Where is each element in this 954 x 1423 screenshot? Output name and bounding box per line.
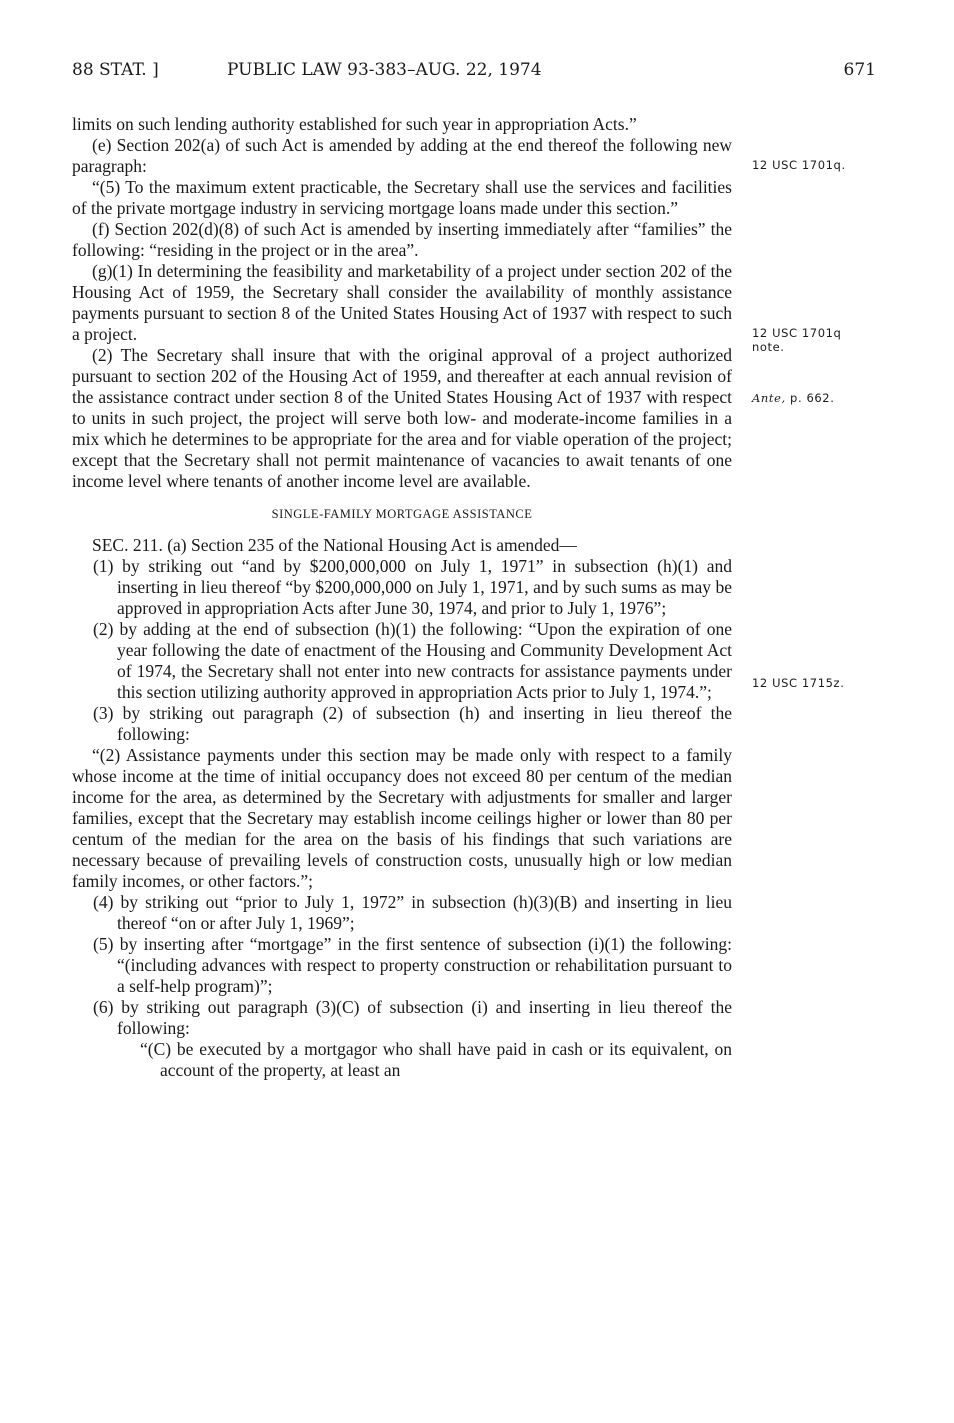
paragraph: (g)(1) In determining the feasibility and marketability of a project under section 202 of the Housing Act of 1959, the Secretary shall consider the availability of monthly assistance payments pursuant to section 8 of the United States Housing Act of 1937 with respect to such a project.	[72, 261, 732, 344]
page-number: 671	[843, 60, 876, 80]
paragraph: (e) Section 202(a) of such Act is amended by adding at the end thereof the following new paragraph:	[72, 135, 732, 176]
margin-note: 12 USC 1701q.	[752, 158, 846, 172]
paragraph: limits on such lending authority established for such year in appropriation Acts.”	[72, 114, 637, 134]
page-body	[72, 114, 732, 1081]
margin-note-italic: Ante,	[752, 391, 786, 405]
section-heading: SINGLE-FAMILY MORTGAGE ASSISTANCE	[271, 507, 533, 521]
margin-note	[752, 326, 841, 354]
paragraph: SEC. 211. (a) Section 235 of the National Housing Act is amended—	[92, 535, 577, 555]
quoted-paragraph: “(2) Assistance payments under this section may be made only with respect to a family whose income at the time of initial occupancy does not exceed 80 per centum of the median income for the area, as determined by the Secretary with adjustments for smaller and larger families, except that the Secretary may establish income ceilings higher or lower than 80 per centum of the median for the area on the basis of his findings that such variations are necessary because of prevailing levels of construction costs, unusually high or low median family incomes, or other factors.”;	[72, 745, 732, 891]
list-item: (5) by inserting after “mortgage” in the first sentence of subsection (i)(1) the following: “(including advances with respect to property construction or rehabilitation pursuant to a self-help program)”;	[93, 934, 732, 996]
paragraph: (2) The Secretary shall insure that with the original approval of a project authorized pursuant to section 202 of the Housing Act of 1959, and thereafter at each annual revision of the assistance contract under section 8 of the United States Housing Act of 1937 with respect to units in such project, the project will serve both low- and moderate-income families in a mix which he determines to be appropriate for the area and for viable operation of the project; except that the Secretary shall not permit maintenance of vacancies to await tenants of one income level where tenants of another income level are available.	[72, 345, 732, 491]
list-item: (2) by adding at the end of subsection (h)(1) the following: “Upon the expiration of one year following the date of enactment of the Housing and Community Development Act of 1974, the Secretary shall not enter into new contracts for assistance payments under this section utilizing authority approved in appropriation Acts prior to July 1, 1974.”;	[93, 619, 732, 702]
list-item: (4) by striking out “prior to July 1, 1972” in subsection (h)(3)(B) and inserting in lieu thereof “on or after July 1, 1969”;	[93, 892, 732, 933]
paragraph: “(5) To the maximum extent practicable, the Secretary shall use the services and facilities of the private mortgage industry in servicing mortgage loans made under this section.”	[72, 177, 732, 218]
statute-volume: 88 STAT. ]	[72, 60, 159, 80]
list-item: (3) by striking out paragraph (2) of subsection (h) and inserting in lieu thereof the following:	[93, 703, 732, 744]
list-item: (6) by striking out paragraph (3)(C) of subsection (i) and inserting in lieu thereof the following:	[93, 997, 732, 1038]
margin-note-line: note.	[752, 340, 785, 354]
quoted-subparagraph: “(C) be executed by a mortgagor who shall have paid in cash or its equivalent, on account of the property, at least an	[140, 1039, 732, 1080]
margin-note	[752, 391, 834, 405]
margin-note-line: 12 USC 1701q	[752, 326, 842, 340]
running-title: PUBLIC LAW 93-383–AUG. 22, 1974	[227, 60, 542, 80]
list-item: (1) by striking out “and by $200,000,000 on July 1, 1971” in subsection (h)(1) and inserting in lieu thereof “by $200,000,000 on July 1, 1971, and by such sums as may be approved in appropriation Acts after June 30, 1974, and prior to July 1, 1976”;	[93, 556, 732, 618]
page-header	[72, 60, 878, 90]
paragraph: (f) Section 202(d)(8) of such Act is amended by inserting immediately after “families” the following: “residing in the project or in the area”.	[72, 219, 732, 260]
margin-note: 12 USC 1715z.	[752, 676, 845, 690]
margin-note-text: p. 662.	[785, 391, 835, 405]
